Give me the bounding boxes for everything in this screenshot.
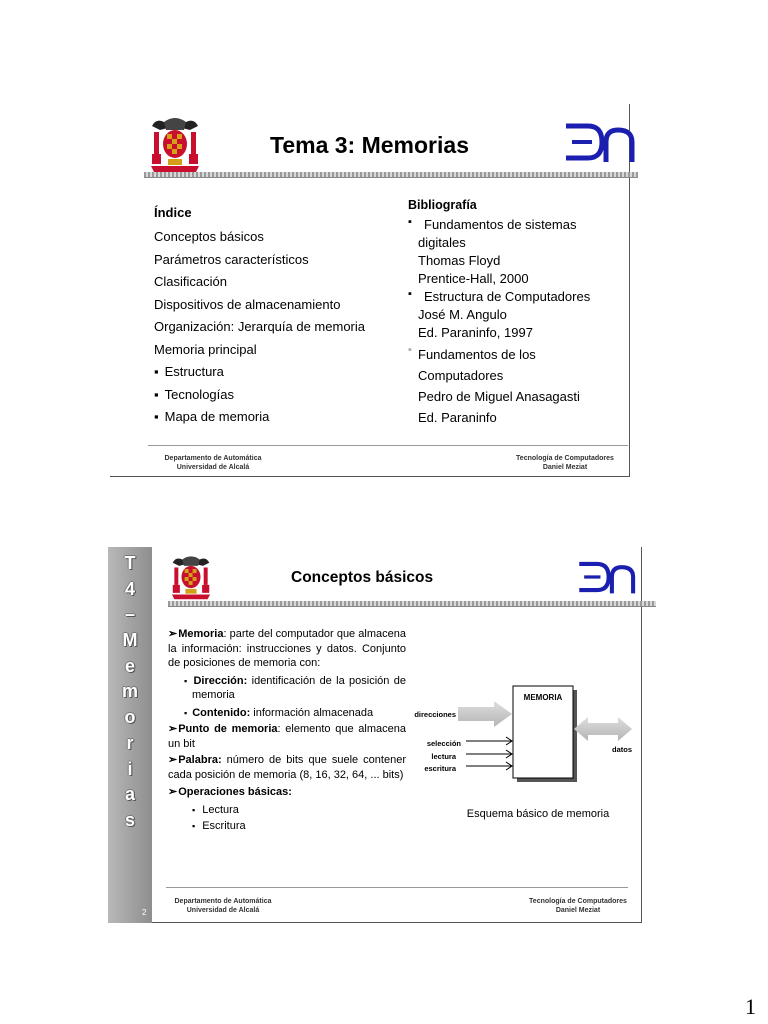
list-item: ▪ Lectura: [192, 802, 406, 818]
footer-divider: [148, 445, 628, 446]
list-item: Memoria principal: [154, 341, 257, 357]
definition: : parte del computador que almacena la información: instrucciones y datos. Conjunto de posiciones de memoria con:: [168, 628, 406, 669]
slide-number: 2: [142, 908, 147, 917]
memory-diagram: [398, 677, 638, 827]
side-letter: o: [124, 707, 136, 728]
bullet-icon: ▪: [184, 707, 188, 718]
entry-line: Pedro de Miguel Anasagasti: [418, 389, 580, 404]
entry-line: Ed. Paraninfo, 1997: [418, 325, 533, 340]
bullet-icon: ▪: [184, 675, 189, 686]
entry-line: Thomas Floyd: [418, 253, 501, 268]
footer-line-2: Daniel Meziat: [542, 464, 588, 471]
term: Memoria: [178, 628, 224, 640]
entry-line: Computadores: [418, 368, 504, 383]
side-letter: –: [124, 604, 135, 625]
bullet-memoria: [168, 627, 406, 671]
term: Contenido:: [192, 706, 251, 719]
side-letter: T: [124, 553, 136, 573]
side-letter: a: [124, 784, 135, 805]
bullet-operaciones: [168, 785, 406, 800]
university-crest-icon: [146, 114, 204, 174]
definition: número de bits que suele contener cada posición de memoria (8, 16, 32, 64, ... bits): [168, 754, 406, 781]
entry-line: Ed. Paraninfo: [418, 410, 497, 425]
list-item: ▪ Mapa de memoria: [154, 406, 365, 429]
slide-body: [168, 627, 406, 834]
entry-line: José M. Angulo: [418, 307, 507, 322]
definition: : elemento que almacena un bit: [168, 723, 406, 750]
term: Dirección:: [193, 674, 248, 687]
footer-line-1: Tecnología de Computadores: [529, 898, 627, 905]
dn-logo-icon: [576, 557, 638, 597]
direcciones-arrow: [458, 701, 512, 727]
bullet-icon: ▪: [408, 344, 412, 356]
slide-frame-bottom: [110, 476, 630, 477]
entry-line: digitales: [418, 235, 466, 250]
bullet-direccion: [168, 674, 406, 703]
side-title-vertical: [108, 553, 152, 836]
title-underline: [144, 172, 638, 178]
side-letter: 4: [124, 578, 135, 599]
bullet-icon: ▪: [408, 216, 412, 228]
side-letter: s: [124, 809, 135, 830]
footer-line-2: Daniel Meziat: [555, 907, 601, 914]
indice-heading: Índice: [154, 205, 192, 220]
bibliografia-entry: [408, 344, 628, 428]
footer-line-1: Departamento de Automática: [174, 898, 272, 905]
term: Palabra:: [178, 754, 222, 766]
footer-line-2: Universidad de Alcalá: [176, 464, 250, 471]
footer-department: [168, 897, 278, 915]
bibliografia-entry: [408, 216, 628, 288]
list-item: Organización: Jerarquía de memoria: [154, 319, 365, 334]
footer-line-1: Tecnología de Computadores: [516, 455, 614, 462]
bibliografia-entry: [408, 288, 628, 342]
slide-1: [110, 104, 630, 480]
bibliografia-heading: Bibliografía: [408, 198, 477, 212]
list-item: ▪ Estructura: [154, 361, 365, 384]
chevron-arrow-icon: ➢: [168, 723, 178, 735]
memory-box-label: MEMORIA: [523, 693, 563, 702]
slide-2: [108, 547, 642, 923]
lectura-label: lectura: [431, 752, 456, 761]
list-item: ▪ Tecnologías: [154, 384, 365, 407]
datos-arrow: [574, 717, 632, 741]
footer-author: [505, 454, 625, 472]
chevron-arrow-icon: ➢: [168, 786, 178, 798]
entry-line: Prentice-Hall, 2000: [418, 271, 529, 286]
operaciones-list: [168, 802, 406, 834]
side-letter: i: [127, 758, 133, 779]
escritura-label: escritura: [424, 764, 456, 773]
footer-author: [518, 897, 638, 915]
entry-line: Estructura de Computadores: [424, 289, 591, 304]
side-letter: r: [126, 732, 134, 753]
bullet-icon: ▪: [408, 288, 412, 300]
dn-logo-icon: [562, 118, 638, 166]
university-crest-icon: [168, 553, 214, 601]
footer-line-1: Departamento de Automática: [164, 455, 262, 462]
list-item: Conceptos básicos: [154, 229, 264, 244]
definition: identificación de la posición de memoria: [192, 674, 406, 701]
seleccion-label: selección: [426, 739, 461, 748]
bullet-punto: [168, 722, 406, 751]
indice-list: [154, 226, 365, 429]
direcciones-label: direcciones: [414, 710, 456, 719]
side-letter: M: [122, 630, 138, 651]
bibliografia-list: [408, 216, 628, 428]
list-item: Clasificación: [154, 274, 227, 289]
entry-line: Fundamentos de sistemas: [424, 217, 577, 232]
chevron-arrow-icon: ➢: [168, 628, 178, 640]
side-letter: m: [121, 681, 138, 702]
list-item: Dispositivos de almacenamiento: [154, 296, 341, 312]
page-number: 1: [745, 994, 756, 1019]
datos-label: datos: [611, 745, 632, 754]
slide-title: Tema 3: Memorias: [270, 132, 469, 158]
side-letter: e: [124, 655, 135, 676]
footer-line-2: Universidad de Alcalá: [186, 907, 260, 914]
term: Operaciones básicas:: [178, 786, 292, 798]
definition: información almacenada: [250, 706, 374, 719]
title-underline: [168, 601, 656, 607]
slide-title: Conceptos básicos: [291, 569, 434, 586]
term: Punto de memoria: [178, 723, 278, 735]
footer-department: [158, 454, 268, 472]
chevron-arrow-icon: ➢: [168, 754, 178, 766]
list-item: ▪ Escritura: [192, 818, 406, 834]
diagram-caption: Esquema básico de memoria: [466, 808, 610, 820]
list-item: Parámetros característicos: [154, 251, 309, 267]
footer-divider: [166, 887, 628, 888]
bullet-contenido: [168, 706, 406, 721]
bullet-palabra: [168, 753, 406, 782]
entry-line: Fundamentos de los: [418, 347, 536, 362]
slide-frame-bottom: [108, 922, 642, 923]
